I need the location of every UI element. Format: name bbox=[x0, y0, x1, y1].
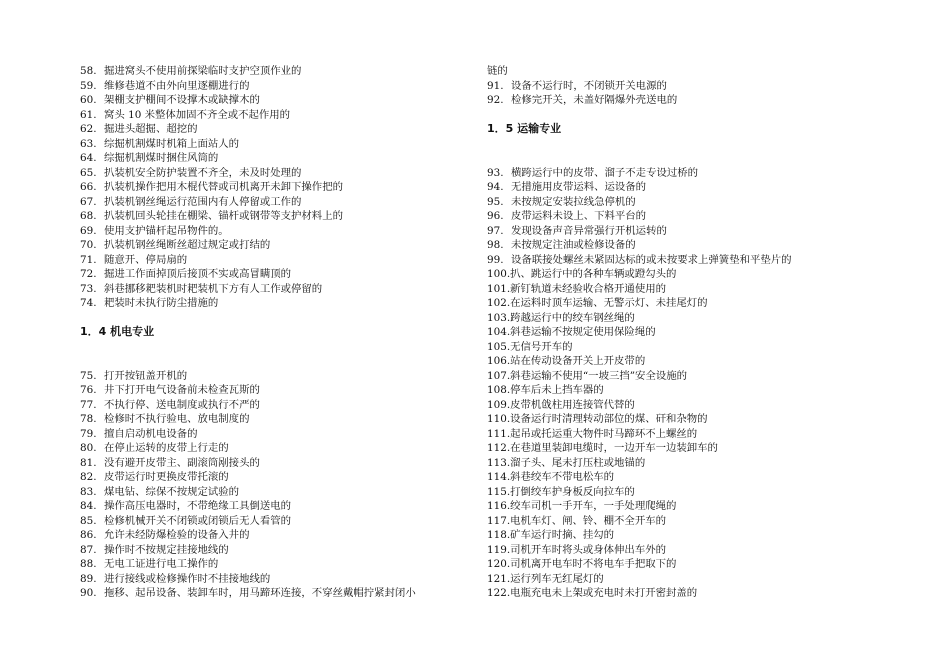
list-item bbox=[80, 514, 470, 529]
list-item bbox=[80, 108, 470, 123]
item-number: 75. bbox=[80, 369, 97, 382]
item-number: 100. bbox=[487, 268, 511, 280]
item-text: 综掘机割煤时机箱上面站人的 bbox=[104, 137, 240, 150]
list-item bbox=[487, 267, 887, 282]
list-item bbox=[487, 557, 887, 572]
item-number: 58. bbox=[80, 65, 97, 77]
item-text: 不执行停、送电制度或执行不严的 bbox=[104, 398, 260, 411]
list-item bbox=[80, 398, 470, 413]
item-text: 允许未经防爆检验的设备入井的 bbox=[104, 529, 250, 541]
item-number: 120. bbox=[487, 558, 511, 570]
item-number: 101. bbox=[487, 282, 511, 295]
item-number: 103. bbox=[487, 311, 511, 324]
list-item bbox=[487, 238, 887, 253]
item-text: 扒装机安全防护装置不齐全，未及时处理的 bbox=[104, 166, 302, 179]
left-list-electromechanical bbox=[80, 369, 470, 601]
list-item bbox=[487, 209, 887, 224]
item-text: 站在传动设备开关上开皮带的 bbox=[510, 355, 646, 367]
list-item bbox=[80, 543, 470, 558]
list-item bbox=[80, 224, 470, 239]
item-number: 121. bbox=[487, 572, 511, 585]
item-number: 79. bbox=[80, 427, 97, 440]
item-number: 68. bbox=[80, 210, 97, 222]
list-item bbox=[487, 224, 887, 239]
item-number: 108. bbox=[487, 384, 511, 396]
list-item bbox=[487, 499, 887, 514]
item-number: 74. bbox=[80, 297, 97, 309]
item-text: 耙装时未执行防尘措施的 bbox=[104, 297, 219, 309]
item-text: 架棚支护棚间不设撑木或缺撑木的 bbox=[104, 94, 260, 106]
item-text: 发现设备声音异常强行开机运转的 bbox=[511, 224, 667, 237]
continuation-text: 链的 bbox=[487, 65, 508, 77]
item-number: 104. bbox=[487, 326, 511, 338]
item-text: 运行列车无红尾灯的 bbox=[510, 572, 604, 585]
item-number: 116. bbox=[487, 500, 511, 512]
item-text: 拖移、起吊设备、装卸车时，用马蹄环连接，不穿丝戴帽拧紧封闭小 bbox=[104, 587, 416, 599]
item-number: 118. bbox=[487, 529, 511, 541]
item-text: 设备不运行时，不闭锁开关电源的 bbox=[511, 79, 667, 92]
list-item bbox=[80, 528, 470, 543]
item-number: 91. bbox=[487, 79, 504, 92]
list-item bbox=[487, 311, 887, 326]
list-item bbox=[487, 485, 887, 500]
list-item bbox=[487, 427, 887, 442]
list-item bbox=[487, 195, 887, 210]
item-number: 90. bbox=[80, 587, 97, 599]
right-list-transport bbox=[487, 166, 887, 268]
list-item bbox=[80, 238, 470, 253]
list-item bbox=[487, 572, 887, 587]
item-number: 99. bbox=[487, 253, 504, 266]
item-text: 检修时不执行验电、放电制度的 bbox=[104, 413, 250, 425]
right-column bbox=[487, 64, 887, 601]
item-number: 62. bbox=[80, 123, 97, 135]
item-number: 89. bbox=[80, 572, 97, 585]
item-text: 停车后未上挡车器的 bbox=[510, 384, 604, 396]
list-item bbox=[487, 180, 887, 195]
item-number: 119. bbox=[487, 543, 511, 556]
list-item bbox=[80, 427, 470, 442]
item-text: 窝头 10 米整体加固不齐全或不起作用的 bbox=[104, 108, 291, 121]
item-text: 打开按钮盖开机的 bbox=[104, 369, 188, 382]
item-number: 84. bbox=[80, 500, 97, 512]
item-number: 88. bbox=[80, 558, 97, 570]
item-text: 跨越运行中的绞车钢丝绳的 bbox=[510, 311, 635, 324]
item-number: 77. bbox=[80, 398, 97, 411]
list-item bbox=[487, 340, 887, 355]
section-heading-transport: 1．5 运输专业 bbox=[487, 122, 562, 135]
list-item bbox=[80, 441, 470, 456]
item-text: 设备联接处螺丝未紧固达标的或未按要求上弹簧垫和平垫片的 bbox=[511, 253, 792, 266]
list-item bbox=[80, 456, 470, 471]
item-text: 没有避开皮带主、副滚筒剐接头的 bbox=[104, 456, 260, 469]
item-number: 60. bbox=[80, 94, 97, 106]
list-item bbox=[80, 267, 470, 282]
item-text: 掘进窝头不使用前探梁临时支护空顶作业的 bbox=[104, 65, 302, 77]
item-text: 操作高压电器时，不带绝缘工具倒送电的 bbox=[104, 500, 292, 512]
item-text: 煤电钻、综保不按规定试验的 bbox=[104, 485, 240, 498]
item-number: 92. bbox=[487, 94, 504, 106]
list-item bbox=[80, 369, 470, 384]
list-item bbox=[487, 79, 887, 94]
list-item bbox=[487, 166, 887, 181]
item-text: 未按规定安装拉线急停机的 bbox=[511, 195, 636, 208]
list-item bbox=[487, 456, 887, 471]
item-text: 维修巷道不由外向里逐棚进行的 bbox=[104, 79, 250, 92]
list-item bbox=[487, 441, 887, 456]
list-item bbox=[80, 195, 470, 210]
list-item bbox=[80, 180, 470, 195]
item-text: 设备运行时清理转动部位的煤、矸和杂物的 bbox=[510, 413, 708, 425]
item-text: 在停止运转的皮带上行走的 bbox=[104, 442, 229, 454]
list-item bbox=[80, 151, 470, 166]
item-text: 进行接线或检修操作时不挂接地线的 bbox=[104, 572, 271, 585]
item-text: 司机离开电车时不将电车手把取下的 bbox=[510, 558, 677, 570]
list-item bbox=[487, 412, 887, 427]
list-item bbox=[80, 485, 470, 500]
item-number: 82. bbox=[80, 471, 97, 483]
item-number: 114. bbox=[487, 471, 511, 483]
item-text: 电机车灯、闸、铃、棚不全开车的 bbox=[510, 514, 666, 527]
item-text: 皮带运行时更换皮带托滚的 bbox=[104, 471, 229, 483]
list-item bbox=[80, 282, 470, 297]
list-item bbox=[487, 369, 887, 384]
item-text: 操作时不按规定挂接地线的 bbox=[104, 543, 229, 556]
list-item bbox=[80, 572, 470, 587]
item-text: 扒装机操作把用木棍代替或司机离开未卸下操作把的 bbox=[104, 181, 343, 193]
right-list-electromechanical bbox=[487, 79, 887, 108]
list-item bbox=[487, 543, 887, 558]
item-number: 96. bbox=[487, 210, 504, 222]
list-item bbox=[487, 528, 887, 543]
item-text: 斜巷运输不使用“一坡三挡”安全设施的 bbox=[510, 369, 688, 382]
item-number: 72. bbox=[80, 268, 97, 280]
list-item bbox=[80, 412, 470, 427]
item-number: 69. bbox=[80, 224, 97, 237]
item-number: 70. bbox=[80, 239, 97, 251]
item-number: 73. bbox=[80, 282, 97, 295]
list-item bbox=[487, 470, 887, 485]
item-number: 67. bbox=[80, 195, 97, 208]
list-item bbox=[487, 253, 887, 268]
item-text: 检修完开关，未盖好隔爆外壳送电的 bbox=[511, 94, 678, 106]
item-text: 斜巷挪移耙装机时耙装机下方有人工作或停留的 bbox=[104, 282, 323, 295]
item-number: 66. bbox=[80, 181, 97, 193]
list-item bbox=[80, 383, 470, 398]
item-number: 111. bbox=[487, 427, 511, 440]
item-number: 80. bbox=[80, 442, 97, 454]
list-item bbox=[80, 586, 470, 601]
item-text: 溜子头、尾未打压柱或地锚的 bbox=[510, 456, 646, 469]
item-number: 107. bbox=[487, 369, 511, 382]
item-number: 86. bbox=[80, 529, 97, 541]
item-number: 117. bbox=[487, 514, 511, 527]
item-number: 112. bbox=[487, 442, 511, 454]
item-text: 无措施用皮带运料、运设备的 bbox=[511, 181, 647, 193]
item-text: 在巷道里装卸电缆时，一边开车一边装卸车的 bbox=[510, 442, 718, 454]
item-number: 71. bbox=[80, 253, 97, 266]
item-number: 95. bbox=[487, 195, 504, 208]
left-column bbox=[80, 64, 470, 601]
item-number: 106. bbox=[487, 355, 511, 367]
item-text: 起吊或托运重大物件时马蹄环不上螺丝的 bbox=[510, 427, 698, 440]
item-text: 井下打开电气设备前未检查瓦斯的 bbox=[104, 384, 260, 396]
item-text: 皮带运料未设上、下料平台的 bbox=[511, 210, 647, 222]
item-text: 斜巷运输不按规定使用保险绳的 bbox=[510, 326, 656, 338]
item-text: 新钉轨道未经验收合格开通使用的 bbox=[510, 282, 666, 295]
item-number: 94. bbox=[487, 181, 504, 193]
item-number: 87. bbox=[80, 543, 97, 556]
item-number: 115. bbox=[487, 485, 511, 498]
item-text: 扒装机钢丝绳运行范围内有人停留或工作的 bbox=[104, 195, 302, 208]
item-number: 78. bbox=[80, 413, 97, 425]
item-text: 扒装机回头轮挂在棚梁、锚杆或钢带等支护材料上的 bbox=[104, 210, 343, 222]
item-text: 掘进工作面掉顶后接顶不实或高冒瞒顶的 bbox=[104, 268, 292, 280]
item-number: 83. bbox=[80, 485, 97, 498]
list-item bbox=[80, 122, 470, 137]
list-item bbox=[80, 557, 470, 572]
list-item bbox=[487, 93, 887, 108]
item-number: 81. bbox=[80, 456, 97, 469]
item-text: 斜巷绞车不带电松车的 bbox=[510, 471, 615, 483]
section-heading-electromechanical: 1．4 机电专业 bbox=[80, 325, 155, 338]
list-item bbox=[487, 296, 887, 311]
item-number: 113. bbox=[487, 456, 511, 469]
item-number: 97. bbox=[487, 224, 504, 237]
item-number: 65. bbox=[80, 166, 97, 179]
list-item bbox=[80, 470, 470, 485]
item-text: 无电工证进行电工操作的 bbox=[104, 558, 219, 570]
item-text: 皮带机戗柱用连接管代替的 bbox=[510, 398, 635, 411]
item-text: 司机开车时将头或身体伸出车外的 bbox=[510, 543, 666, 556]
item-text: 矿车运行时摘、挂勾的 bbox=[510, 529, 615, 541]
list-item bbox=[80, 79, 470, 94]
item-text: 检修机械开关不闭锁或闭锁后无人看管的 bbox=[104, 514, 292, 527]
list-item bbox=[487, 383, 887, 398]
item-number: 93. bbox=[487, 166, 504, 179]
list-item bbox=[80, 93, 470, 108]
item-number: 98. bbox=[487, 239, 504, 251]
item-text: 未按规定注油或检修设备的 bbox=[511, 239, 636, 251]
item-text: 横跨运行中的皮带、溜子不走专设过桥的 bbox=[511, 166, 699, 179]
list-item bbox=[487, 282, 887, 297]
item-text: 在运料时顶车运输、无警示灯、未挂尾灯的 bbox=[510, 297, 708, 309]
item-text: 使用支护锚杆起吊物件的。 bbox=[104, 224, 229, 237]
item-text: 掘进头超掘、超挖的 bbox=[104, 123, 198, 135]
item-number: 85. bbox=[80, 514, 97, 527]
list-item bbox=[80, 499, 470, 514]
item-number: 64. bbox=[80, 152, 97, 164]
item-text: 电瓶充电未上架或充电时未打开密封盖的 bbox=[510, 587, 698, 599]
list-item bbox=[80, 209, 470, 224]
item-number: 110. bbox=[487, 413, 511, 425]
item-number: 63. bbox=[80, 137, 97, 150]
list-item bbox=[80, 166, 470, 181]
list-item bbox=[80, 253, 470, 268]
item-text: 扒、跳运行中的各种车辆或蹬勾头的 bbox=[510, 268, 677, 280]
list-item bbox=[487, 586, 887, 601]
item-text: 打倒绞车护身板反向拉车的 bbox=[510, 485, 635, 498]
item-number: 102. bbox=[487, 297, 511, 309]
item-text: 扒装机钢丝绳断丝超过规定或打结的 bbox=[104, 239, 271, 251]
list-item bbox=[487, 398, 887, 413]
item-text: 无信号开车的 bbox=[510, 340, 573, 353]
item-number: 122. bbox=[487, 587, 511, 599]
list-item bbox=[487, 514, 887, 529]
list-item bbox=[487, 354, 887, 369]
item-number: 61. bbox=[80, 108, 97, 121]
list-item bbox=[487, 325, 887, 340]
right-list-transport-cont bbox=[487, 267, 887, 601]
list-item bbox=[80, 137, 470, 152]
item-number: 59. bbox=[80, 79, 97, 92]
item-text: 综掘机割煤时捆住风筒的 bbox=[104, 152, 219, 164]
item-text: 擅自启动机电设备的 bbox=[104, 427, 198, 440]
item-text: 随意开、停局扇的 bbox=[104, 253, 188, 266]
item-number: 109. bbox=[487, 398, 511, 411]
item-number: 76. bbox=[80, 384, 97, 396]
item-text: 绞车司机一手开车，一手处理爬绳的 bbox=[510, 500, 677, 512]
item-number: 105. bbox=[487, 340, 511, 353]
left-list-excavation bbox=[80, 64, 470, 311]
list-item bbox=[80, 296, 470, 311]
list-item bbox=[80, 64, 470, 79]
